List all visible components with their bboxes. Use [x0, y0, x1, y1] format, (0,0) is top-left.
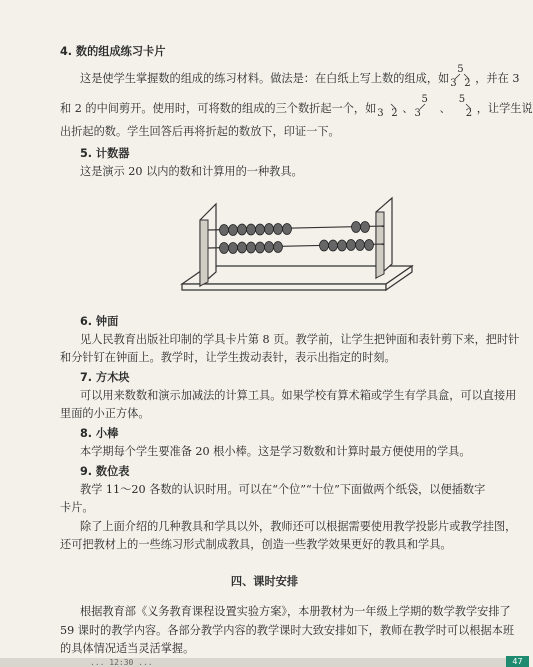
chapter-4-paragraph-line-3: 的具体情况适当灵活掌握。	[60, 642, 195, 655]
chapter-4-paragraph-line-1: 根据教育部《义务教育课程设置实验方案》，本册教材为一年级上学期的数学教学安排了	[80, 605, 511, 618]
section-6-paragraph-line-1: 见人民教育出版社印制的学具卡片第 8 页。教学前，让学生把钟面和表针剪下来，把时针	[80, 333, 520, 346]
section-5-title: 5. 计数器	[80, 147, 130, 160]
fold-example-a: 3 2	[376, 100, 402, 120]
summary-paragraph-line-2: 还可把教材上的一些练习形式制成教具，创造一些教学效果更好的教具和学具。	[60, 538, 452, 551]
chapter-4-paragraph-line-2: 59 课时的教学内容。各部分教学内容的教学课时大致安排如下，教师在教学时可以根据本班	[60, 624, 515, 637]
section-9-title: 9. 数位表	[80, 465, 130, 478]
section-6-paragraph-line-2: 和分针钉在钟面上。教学时，让学生拨动表针，表示出指定的时刻。	[60, 351, 396, 364]
section-9-paragraph-line-2: 卡片。	[60, 501, 94, 514]
section-5-paragraph: 这是演示 20 以内的数和计算用的一种教具。	[80, 165, 303, 178]
page-number-badge: 47	[506, 656, 529, 667]
section-9-paragraph-line-1: 教学 11～20 各数的认识时用。可以在“个位”“十位”下面做两个纸袋，以便插数字	[80, 483, 486, 496]
fold-example-b: 5 3	[414, 94, 428, 119]
bottom-bar	[0, 658, 529, 667]
fold-example-c: 5 2	[458, 94, 473, 119]
section-4-paragraph-line-3: 出折起的数。学生回答后再将折起的数放下，印证一下。	[60, 125, 340, 138]
fold-card-example: 5 3 2	[449, 70, 475, 90]
section-4-paragraph-line-1: 这是使学生掌握数的组成的练习材料。做法是：在白纸上写上数的组成，如 5 3 2 ，并在 3	[80, 64, 520, 89]
chapter-4-title: 四、课时安排	[230, 575, 299, 588]
section-4-paragraph-line-2: 和 2 的中间剪开。使用时，可将数的组成的三个数折起一个，如 3 2 、 5 3 、 5 2 ，让学生说	[60, 94, 533, 119]
section-8-paragraph: 本学期每个学生要准备 20 根小棒。这是学习数数和计算时最方便使用的学具。	[80, 445, 471, 458]
section-8-title: 8. 小棒	[80, 427, 119, 440]
section-7-paragraph-line-2: 里面的小正方体。	[60, 407, 150, 420]
section-4-title: 4. 数的组成练习卡片	[60, 45, 166, 58]
section-7-title: 7. 方木块	[80, 371, 130, 384]
summary-paragraph-line-1: 除了上面介绍的几种教具和学具以外，教师还可以根据需要使用教学投影片或教学挂图，	[80, 520, 517, 533]
bottom-bar-text: ... 12:30 ...	[90, 658, 153, 667]
section-7-paragraph-line-1: 可以用来数数和演示加减法的计算工具。如果学校有算术箱或学生有学具盒，可以直接用	[80, 389, 517, 402]
section-6-title: 6. 钟面	[80, 315, 119, 328]
counter-abacus-illustration	[176, 192, 416, 302]
